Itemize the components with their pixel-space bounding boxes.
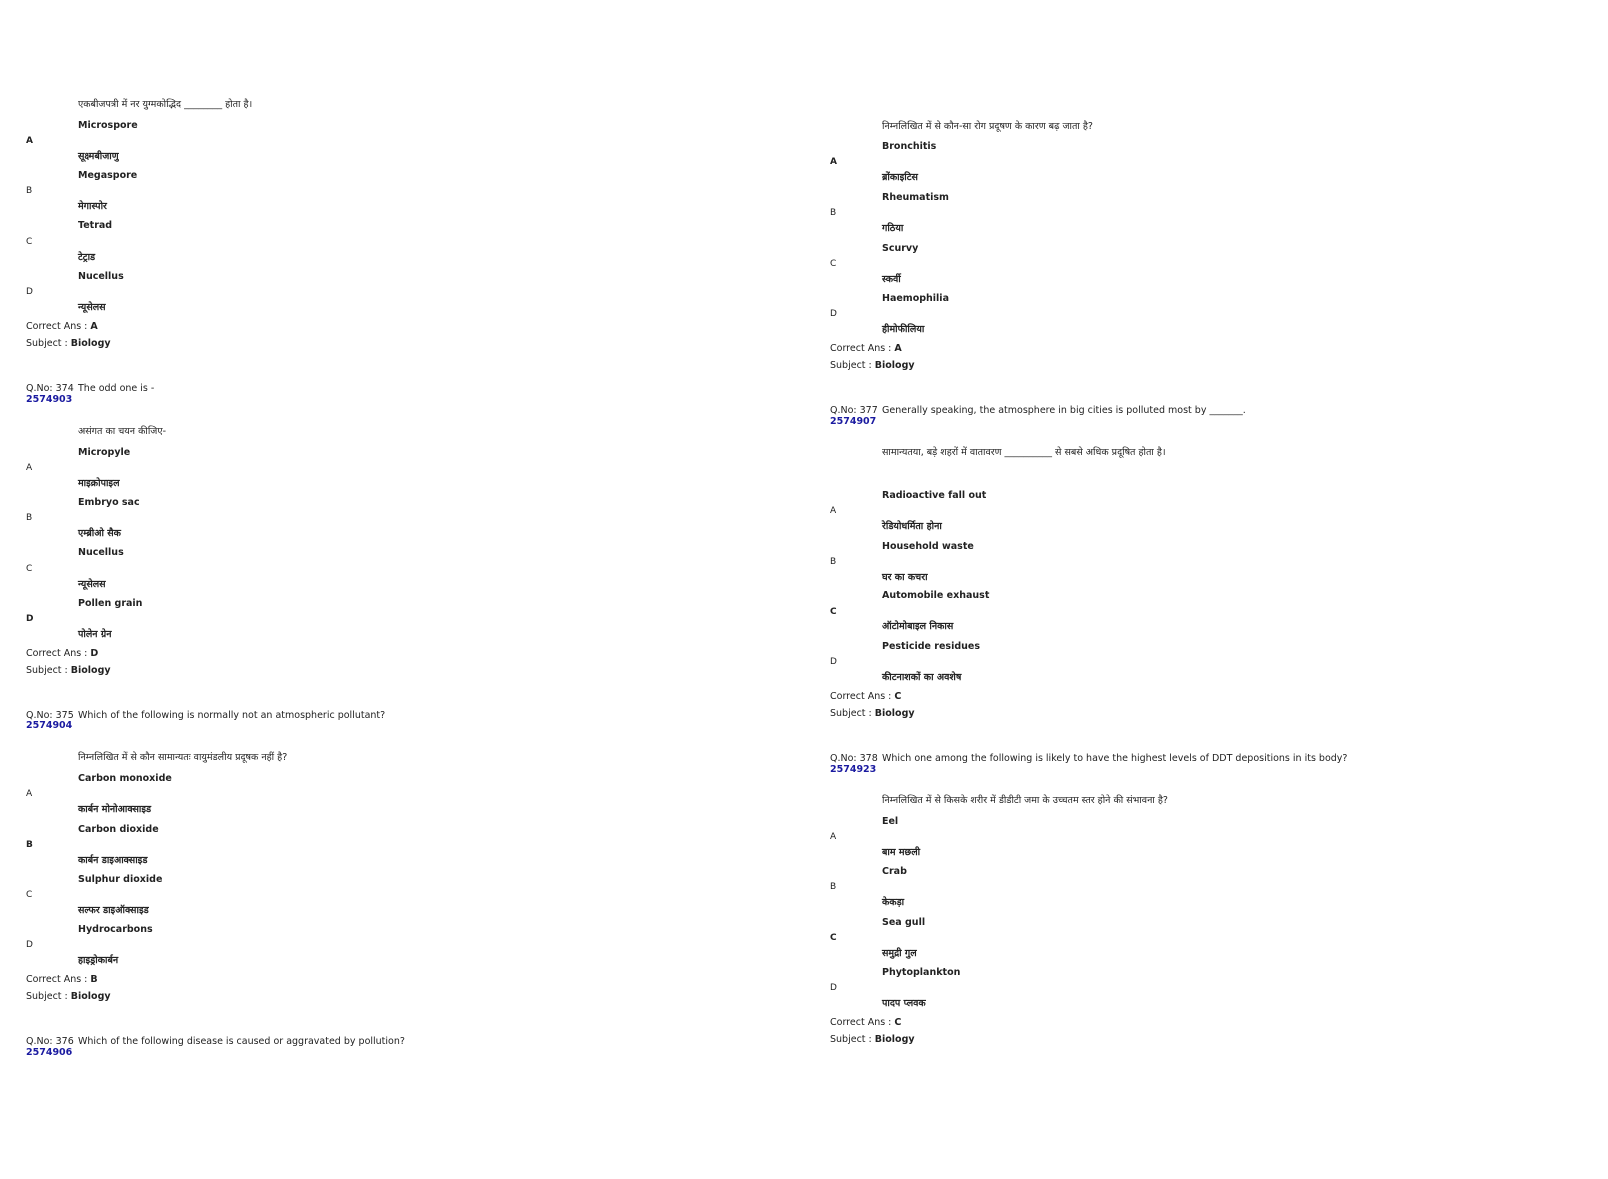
- subject: [830, 709, 915, 719]
- option-c-english: Automobile exhaust: [882, 590, 990, 601]
- subject: [830, 361, 915, 371]
- option-c-hindi: न्यूसेलस: [78, 579, 106, 590]
- question-text: Which one among the following is likely to have the highest levels of DDT depositions in its body?: [882, 753, 1348, 764]
- option-c-hindi: समुद्री गुल: [882, 948, 917, 959]
- option-a-label: A: [830, 832, 837, 842]
- subject-label: Subject :: [830, 360, 872, 371]
- option-d-hindi: न्यूसेलस: [78, 302, 106, 313]
- subject: [26, 339, 111, 349]
- question-number: Q.No: 374: [26, 383, 74, 394]
- option-a-english: Bronchitis: [882, 141, 937, 152]
- subject-value: Biology: [874, 708, 915, 719]
- subject-label: Subject :: [830, 708, 872, 719]
- correct-answer-value: D: [90, 648, 99, 659]
- subject-label: Subject :: [26, 665, 68, 676]
- subject-label: Subject :: [26, 338, 68, 349]
- option-c-english: Sea gull: [882, 917, 926, 928]
- hindi-question-text: निम्नलिखित में से किसके शरीर में डीडीटी जमा के उच्चतम स्तर होने की संभावना है?: [882, 795, 1168, 806]
- option-d-hindi: हाइड्रोकार्बन: [78, 955, 119, 966]
- option-c-hindi: ऑटोमोबाइल निकास: [882, 621, 954, 632]
- subject: [830, 1035, 915, 1045]
- option-b-label: B: [26, 840, 33, 850]
- option-d-hindi: हीमोफीलिया: [882, 324, 925, 335]
- option-d-english: Pesticide residues: [882, 641, 980, 652]
- option-a-english: Radioactive fall out: [882, 490, 987, 501]
- option-a-label: A: [26, 136, 33, 146]
- option-a-hindi: सूक्ष्मबीजाणु: [78, 151, 119, 162]
- correct-answer: [830, 344, 902, 354]
- correct-answer: [26, 975, 98, 985]
- option-a-label: A: [830, 506, 837, 516]
- right-column: [830, 0, 1608, 1179]
- correct-answer-label: Correct Ans :: [26, 974, 88, 985]
- option-b-label: B: [26, 513, 33, 523]
- question-code: 2574923: [830, 764, 877, 775]
- correct-answer-label: Correct Ans :: [26, 321, 88, 332]
- correct-answer-value: B: [90, 974, 98, 985]
- hindi-question-text: सामान्यतया, बड़े शहरों में वातावरण __________ से सबसे अधिक प्रदूषित होता है।: [882, 447, 1166, 458]
- option-c-label: C: [830, 259, 837, 269]
- subject-label: Subject :: [26, 991, 68, 1002]
- option-b-hindi: केकड़ा: [882, 897, 905, 908]
- option-c-english: Nucellus: [78, 547, 124, 558]
- option-d-hindi: पोलेन ग्रेन: [78, 629, 112, 640]
- subject-value: Biology: [70, 991, 111, 1002]
- option-b-hindi: घर का कचरा: [882, 572, 928, 583]
- option-c-label: C: [26, 564, 33, 574]
- correct-answer: [830, 1018, 901, 1028]
- option-a-english: Microspore: [78, 120, 138, 131]
- option-b-hindi: गठिया: [882, 223, 904, 234]
- question-code: 2574903: [26, 394, 73, 405]
- option-b-english: Crab: [882, 866, 907, 877]
- option-c-label: C: [830, 607, 837, 617]
- correct-answer: [26, 322, 98, 332]
- subject-label: Subject :: [830, 1034, 872, 1045]
- option-a-hindi: रेडियोधर्मिता होना: [882, 521, 942, 532]
- option-d-hindi: पादप प्लवक: [882, 998, 926, 1009]
- option-c-label: C: [830, 933, 837, 943]
- option-b-hindi: मेगास्पोर: [78, 201, 107, 212]
- option-b-hindi: कार्बन डाइआक्साइड: [78, 855, 148, 866]
- correct-answer-value: C: [894, 1017, 902, 1028]
- option-b-english: Megaspore: [78, 170, 138, 181]
- hindi-question-text: निम्नलिखित में से कौन सामान्यतः वायुमंडलीय प्रदूषक नहीं है?: [78, 752, 288, 763]
- subject-value: Biology: [874, 1034, 915, 1045]
- correct-answer: [26, 649, 98, 659]
- option-d-english: Hydrocarbons: [78, 924, 153, 935]
- option-a-label: A: [26, 463, 33, 473]
- correct-answer-value: A: [90, 321, 98, 332]
- correct-answer-label: Correct Ans :: [26, 648, 88, 659]
- option-b-english: Household waste: [882, 541, 974, 552]
- option-c-label: C: [26, 890, 33, 900]
- option-a-hindi: बाम मछली: [882, 847, 921, 858]
- hindi-question-text: असंगत का चयन कीजिए-: [78, 426, 167, 437]
- question-text: Which of the following disease is caused or aggravated by pollution?: [78, 1036, 405, 1047]
- option-b-english: Embryo sac: [78, 497, 140, 508]
- option-c-english: Sulphur dioxide: [78, 874, 163, 885]
- option-d-label: D: [26, 614, 34, 624]
- option-c-hindi: टेट्राड: [78, 252, 96, 263]
- option-d-hindi: कीटनाशकों का अवशेष: [882, 672, 962, 683]
- option-a-hindi: माइक्रोपाइल: [78, 478, 120, 489]
- option-d-label: D: [26, 940, 33, 950]
- hindi-question-text: एकबीजपत्री में नर युग्मकोद्भिद ________ होता है।: [78, 99, 253, 110]
- option-b-label: B: [830, 882, 837, 892]
- option-d-label: D: [830, 309, 837, 319]
- option-b-label: B: [26, 186, 33, 196]
- option-b-label: B: [830, 557, 837, 567]
- option-d-label: D: [830, 657, 837, 667]
- option-c-english: Tetrad: [78, 220, 113, 231]
- option-b-label: B: [830, 208, 837, 218]
- correct-answer-value: A: [894, 343, 902, 354]
- option-a-english: Carbon monoxide: [78, 773, 172, 784]
- option-d-english: Nucellus: [78, 271, 124, 282]
- option-d-english: Pollen grain: [78, 598, 143, 609]
- option-a-english: Micropyle: [78, 447, 131, 458]
- question-code: 2574907: [830, 416, 877, 427]
- option-b-english: Carbon dioxide: [78, 824, 159, 835]
- option-c-hindi: स्कर्वी: [882, 274, 901, 285]
- question-text: Which of the following is normally not an atmospheric pollutant?: [78, 710, 386, 721]
- option-b-hindi: एम्ब्रीओ सैक: [78, 528, 121, 539]
- option-d-label: D: [830, 983, 837, 993]
- option-a-english: Eel: [882, 816, 899, 827]
- option-a-label: A: [26, 789, 33, 799]
- subject-value: Biology: [70, 338, 111, 349]
- question-text: Generally speaking, the atmosphere in big cities is polluted most by _______.: [882, 405, 1246, 416]
- question-code: 2574906: [26, 1047, 73, 1058]
- correct-answer-label: Correct Ans :: [830, 691, 892, 702]
- left-column: [0, 0, 780, 1179]
- option-c-label: C: [26, 237, 33, 247]
- option-a-hindi: ब्रोंकाइटिस: [882, 172, 918, 183]
- option-b-english: Rheumatism: [882, 192, 949, 203]
- question-number: Q.No: 376: [26, 1036, 74, 1047]
- subject-value: Biology: [70, 665, 111, 676]
- option-d-english: Haemophilia: [882, 293, 949, 304]
- option-c-hindi: सल्फर डाइऑक्साइड: [78, 905, 149, 916]
- question-number: Q.No: 378: [830, 753, 878, 764]
- correct-answer-value: C: [894, 691, 902, 702]
- option-d-english: Phytoplankton: [882, 967, 961, 978]
- option-a-label: A: [830, 157, 837, 167]
- correct-answer-label: Correct Ans :: [830, 1017, 892, 1028]
- hindi-question-text: निम्नलिखित में से कौन-सा रोग प्रदूषण के कारण बढ़ जाता है?: [882, 121, 1093, 132]
- question-number: Q.No: 377: [830, 405, 878, 416]
- option-d-label: D: [26, 287, 33, 297]
- question-code: 2574904: [26, 720, 73, 731]
- correct-answer-label: Correct Ans :: [830, 343, 892, 354]
- option-a-hindi: कार्बन मोनोआक्साइड: [78, 804, 152, 815]
- question-number: Q.No: 375: [26, 710, 74, 721]
- question-text: The odd one is -: [78, 383, 155, 394]
- subject: [26, 666, 111, 676]
- correct-answer: [830, 692, 901, 702]
- subject-value: Biology: [874, 360, 915, 371]
- option-c-english: Scurvy: [882, 243, 919, 254]
- subject: [26, 992, 111, 1002]
